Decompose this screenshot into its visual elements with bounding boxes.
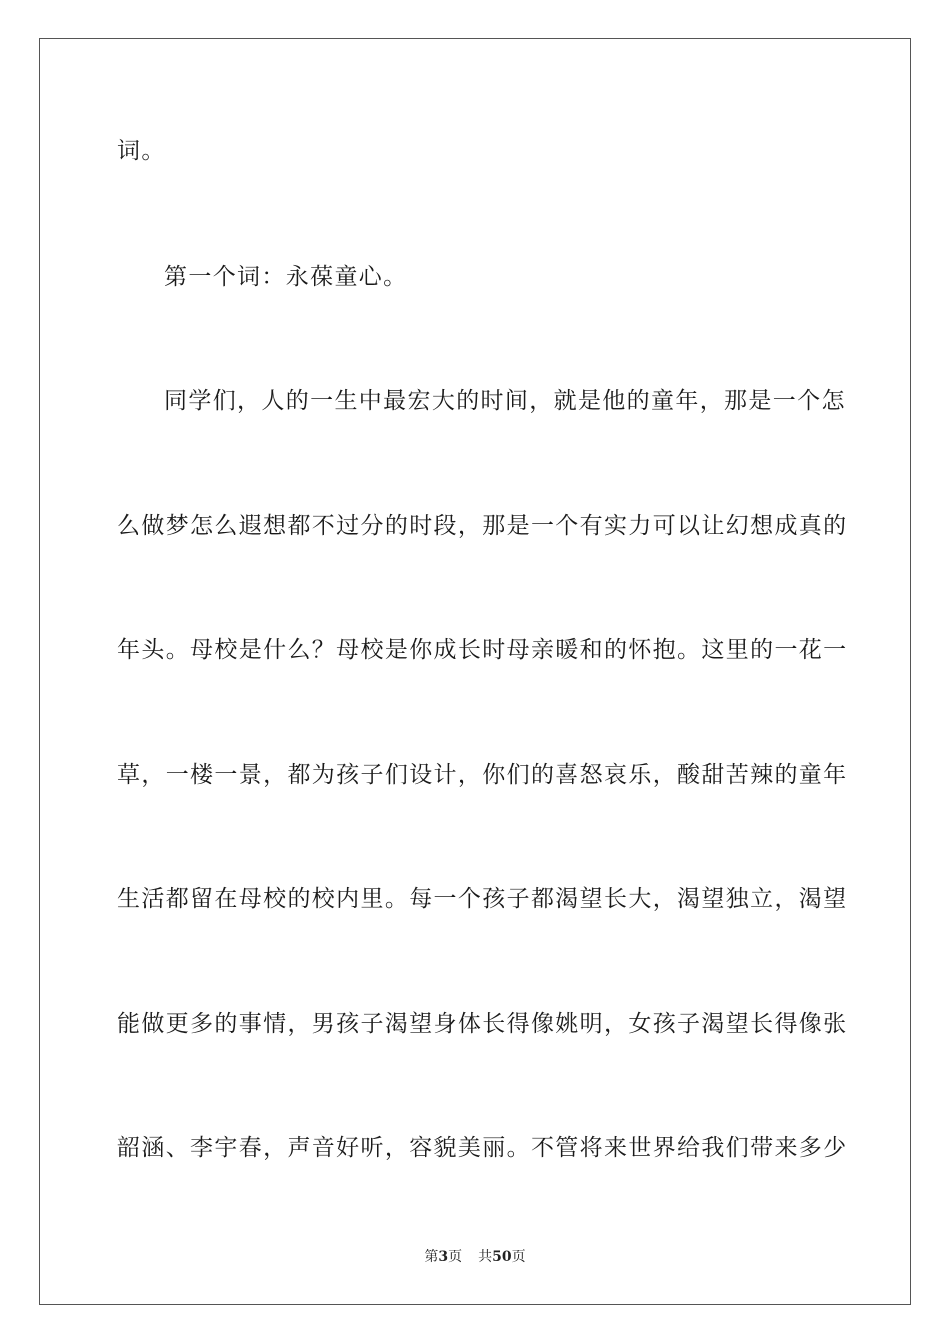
paragraph-line: 生活都留在母校的校内里。每一个孩子都渴望长大，渴望独立，渴望 bbox=[117, 886, 848, 912]
total-pages: 50 bbox=[492, 1249, 512, 1265]
paragraph-line: 能做更多的事情，男孩子渴望身体长得像姚明，女孩子渴望长得像张 bbox=[117, 1011, 848, 1037]
total-label-prefix: 共 bbox=[478, 1249, 493, 1265]
paragraph-line: 年头。母校是什么？母校是你成长时母亲暖和的怀抱。这里的一花一 bbox=[117, 637, 848, 663]
page-label-suffix: 页 bbox=[448, 1249, 463, 1265]
paragraph-line: 同学们，人的一生中最宏大的时间，就是他的童年，那是一个怎 bbox=[164, 388, 846, 414]
total-label-suffix: 页 bbox=[511, 1249, 526, 1265]
paragraph-line: 韶涵、李宇春，声音好听，容貌美丽。不管将来世界给我们带来多少 bbox=[117, 1135, 848, 1161]
page-footer bbox=[0, 1248, 950, 1266]
page-border bbox=[39, 38, 911, 1305]
page-number: 3 bbox=[438, 1249, 449, 1265]
paragraph-line: 么做梦怎么遐想都不过分的时段，那是一个有实力可以让幻想成真的 bbox=[117, 513, 848, 539]
page-label-prefix: 第 bbox=[424, 1249, 439, 1265]
paragraph-line: 词。 bbox=[117, 138, 166, 164]
paragraph-line: 草，一楼一景，都为孩子们设计，你们的喜怒哀乐，酸甜苦辣的童年 bbox=[117, 762, 848, 788]
section-heading-line: 第一个词：永葆童心。 bbox=[164, 264, 408, 290]
